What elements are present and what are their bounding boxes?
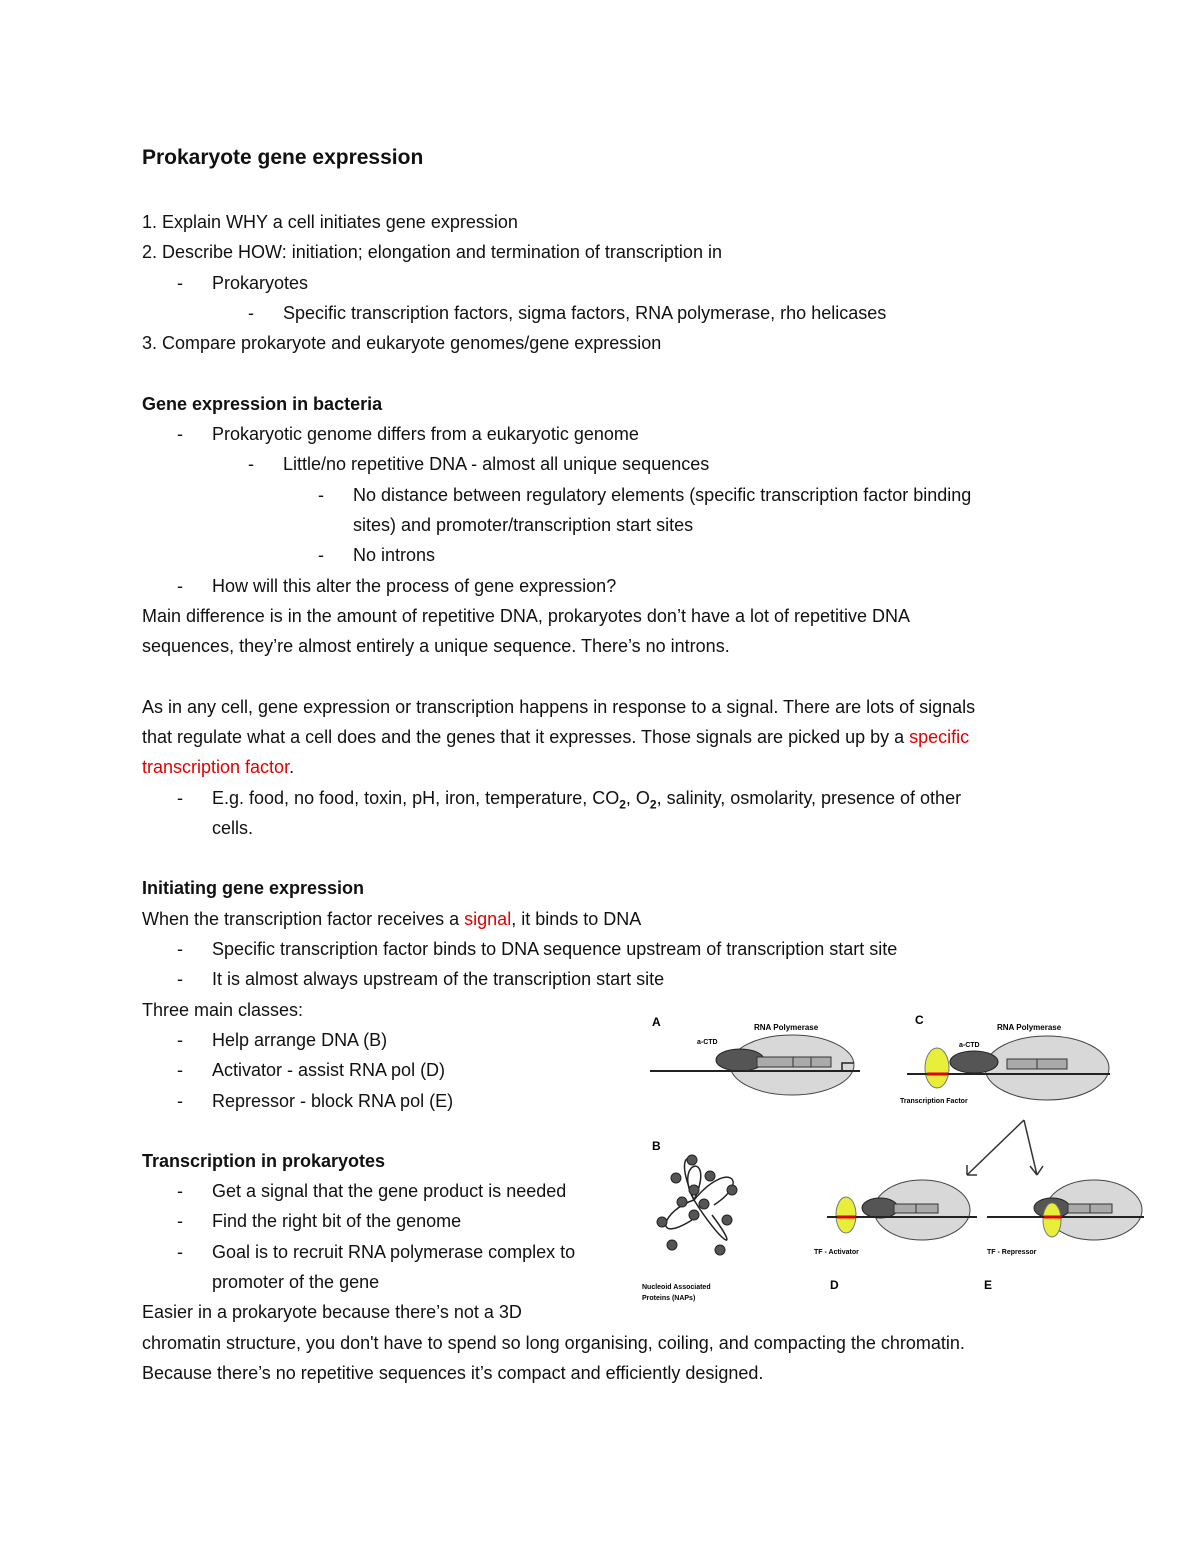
bacteria-para-2b <box>142 726 969 748</box>
bacteria-bullet-2: Little/no repetitive DNA - almost all unique sequences <box>283 454 710 474</box>
bullet-dash: - <box>177 1242 183 1262</box>
class-1: Help arrange DNA (B) <box>212 1030 388 1050</box>
examples-text: E.g. food, no food, toxin, pH, iron, temperature, CO <box>212 788 620 808</box>
transcription-bullet-2: Find the right bit of the genome <box>212 1211 462 1231</box>
actd-domain-d <box>862 1198 898 1218</box>
bullet-dash: - <box>248 303 254 323</box>
panel-label-c: C <box>915 1013 924 1027</box>
nap-label-2: Proteins (NAPs) <box>642 1295 696 1302</box>
objective-2-sub: Prokaryotes <box>212 273 309 293</box>
bullet-dash: - <box>318 545 324 565</box>
examples-line <box>212 787 961 816</box>
actd-domain-c <box>950 1051 998 1073</box>
subscript: 2 <box>649 797 657 812</box>
objective-1: 1. Explain WHY a cell initiates gene expression <box>142 212 518 232</box>
repressor-tf <box>1043 1203 1061 1237</box>
transcription-para-3: Because there’s no repetitive sequences it’s compact and efficiently designed. <box>142 1363 764 1383</box>
bullet-dash: - <box>177 424 183 444</box>
actd-label-a: a-CTD <box>697 1039 718 1046</box>
highlight-signal: signal <box>464 909 512 929</box>
initiating-line-1 <box>142 908 641 930</box>
actd-label-c: a-CTD <box>959 1042 980 1049</box>
classes-label: Three main classes: <box>142 1000 304 1020</box>
examples-text: , salinity, osmolarity, presence of other <box>656 788 962 808</box>
transcription-bullet-3a: Goal is to recruit RNA polymerase complex to <box>212 1242 576 1262</box>
bullet-dash: - <box>177 939 183 959</box>
sigma-block <box>1090 1204 1112 1213</box>
section-heading-initiating: Initiating gene expression <box>142 878 365 898</box>
panel-label-a: A <box>652 1015 661 1029</box>
bullet-dash: - <box>177 273 183 293</box>
section-heading-bacteria: Gene expression in bacteria <box>142 394 383 414</box>
para-text: , it binds to DNA <box>511 909 642 929</box>
bacteria-bullet-3b: sites) and promoter/transcription start sites <box>353 515 694 535</box>
subscript: 2 <box>619 797 626 812</box>
sigma-block <box>793 1057 811 1067</box>
para-text: that regulate what a cell does and the genes that it expresses. Those signals are picked up by a <box>142 727 910 747</box>
activator-tf <box>836 1197 856 1233</box>
para-text: . <box>289 757 295 777</box>
class-3: Repressor - block RNA pol (E) <box>212 1091 454 1111</box>
highlight-specific: specific <box>909 727 970 747</box>
bacteria-bullet-3a: No distance between regulatory elements (specific transcription factor binding <box>353 485 972 505</box>
section-heading-transcription: Transcription in prokaryotes <box>142 1151 386 1171</box>
page-title: Prokaryote gene expression <box>142 146 424 169</box>
bullet-dash: - <box>177 1091 183 1111</box>
bullet-dash: - <box>177 1060 183 1080</box>
initiating-bullet-2: It is almost always upstream of the transcription start site <box>212 969 665 989</box>
bullet-dash: - <box>177 1030 183 1050</box>
bacteria-bullet-5: How will this alter the process of gene expression? <box>212 576 617 596</box>
panel-label-b: B <box>652 1139 661 1153</box>
objective-2: 2. Describe HOW: initiation; elongation and termination of transcription in <box>142 242 722 262</box>
sigma-block <box>1007 1059 1037 1069</box>
transcription-para-1: Easier in a prokaryote because there’s not a 3D <box>142 1302 522 1322</box>
nap-label-1: Nucleoid Associated <box>642 1284 711 1291</box>
objective-2-subsub: Specific transcription factors, sigma factors, RNA polymerase, rho helicases <box>283 303 887 323</box>
sigma-block <box>894 1204 916 1213</box>
bacteria-para-1b: sequences, they’re almost entirely a unique sequence. There’s no introns. <box>142 636 730 656</box>
transcription-factor-figure <box>632 1010 1152 1310</box>
class-2: Activator - assist RNA pol (D) <box>212 1060 446 1080</box>
transcription-para-2: chromatin structure, you don't have to spend so long organising, coiling, and compacting the chromatin. <box>142 1333 965 1353</box>
bullet-dash: - <box>318 485 324 505</box>
bullet-dash: - <box>177 576 183 596</box>
bullet-dash: - <box>177 1211 183 1231</box>
panel-label-d: D <box>830 1278 839 1292</box>
bacteria-para-2c <box>142 756 294 778</box>
bacteria-bullet-1: Prokaryotic genome differs from a eukaryotic genome <box>212 424 639 444</box>
sigma-block <box>1037 1059 1067 1069</box>
nucleoid-loops <box>666 1158 733 1240</box>
tf-activator-label: TF - Activator <box>814 1249 859 1256</box>
bullet-dash: - <box>177 969 183 989</box>
bacteria-para-1a: Main difference is in the amount of repetitive DNA, prokaryotes don’t have a lot of repetitive DNA <box>142 606 911 626</box>
sigma-block <box>757 1057 793 1067</box>
examples-line-2: cells. <box>212 818 254 838</box>
highlight-transcription-factor: transcription factor <box>142 757 290 777</box>
transcription-bullet-1: Get a signal that the gene product is needed <box>212 1181 567 1201</box>
arrow-to-e <box>1024 1120 1043 1175</box>
bullet-dash: - <box>177 1181 183 1201</box>
bacteria-para-2a: As in any cell, gene expression or transcription happens in response to a signal. There are lots of signals <box>142 697 976 717</box>
initiating-bullet-1: Specific transcription factor binds to DNA sequence upstream of transcription start site <box>212 939 898 959</box>
bullet-dash: - <box>248 454 254 474</box>
tf-label: Transcription Factor <box>900 1098 968 1105</box>
sigma-block <box>916 1204 938 1213</box>
para-text: When the transcription factor receives a <box>142 909 465 929</box>
examples-text: , O <box>625 788 650 808</box>
arrow-to-d <box>967 1120 1024 1175</box>
bacteria-bullet-4: No introns <box>353 545 436 565</box>
sigma-block <box>1068 1204 1090 1213</box>
bullet-dash: - <box>177 788 183 808</box>
sigma-block <box>811 1057 831 1067</box>
rna-pol-label-c: RNA Polymerase <box>997 1023 1062 1032</box>
transcription-bullet-3b: promoter of the gene <box>212 1272 380 1292</box>
tf-repressor-label: TF - Repressor <box>987 1249 1037 1256</box>
transcription-factor-c <box>925 1048 949 1088</box>
panel-label-e: E <box>984 1278 993 1292</box>
objective-3: 3. Compare prokaryote and eukaryote genomes/gene expression <box>142 333 662 353</box>
rna-pol-label-a: RNA Polymerase <box>754 1023 819 1032</box>
